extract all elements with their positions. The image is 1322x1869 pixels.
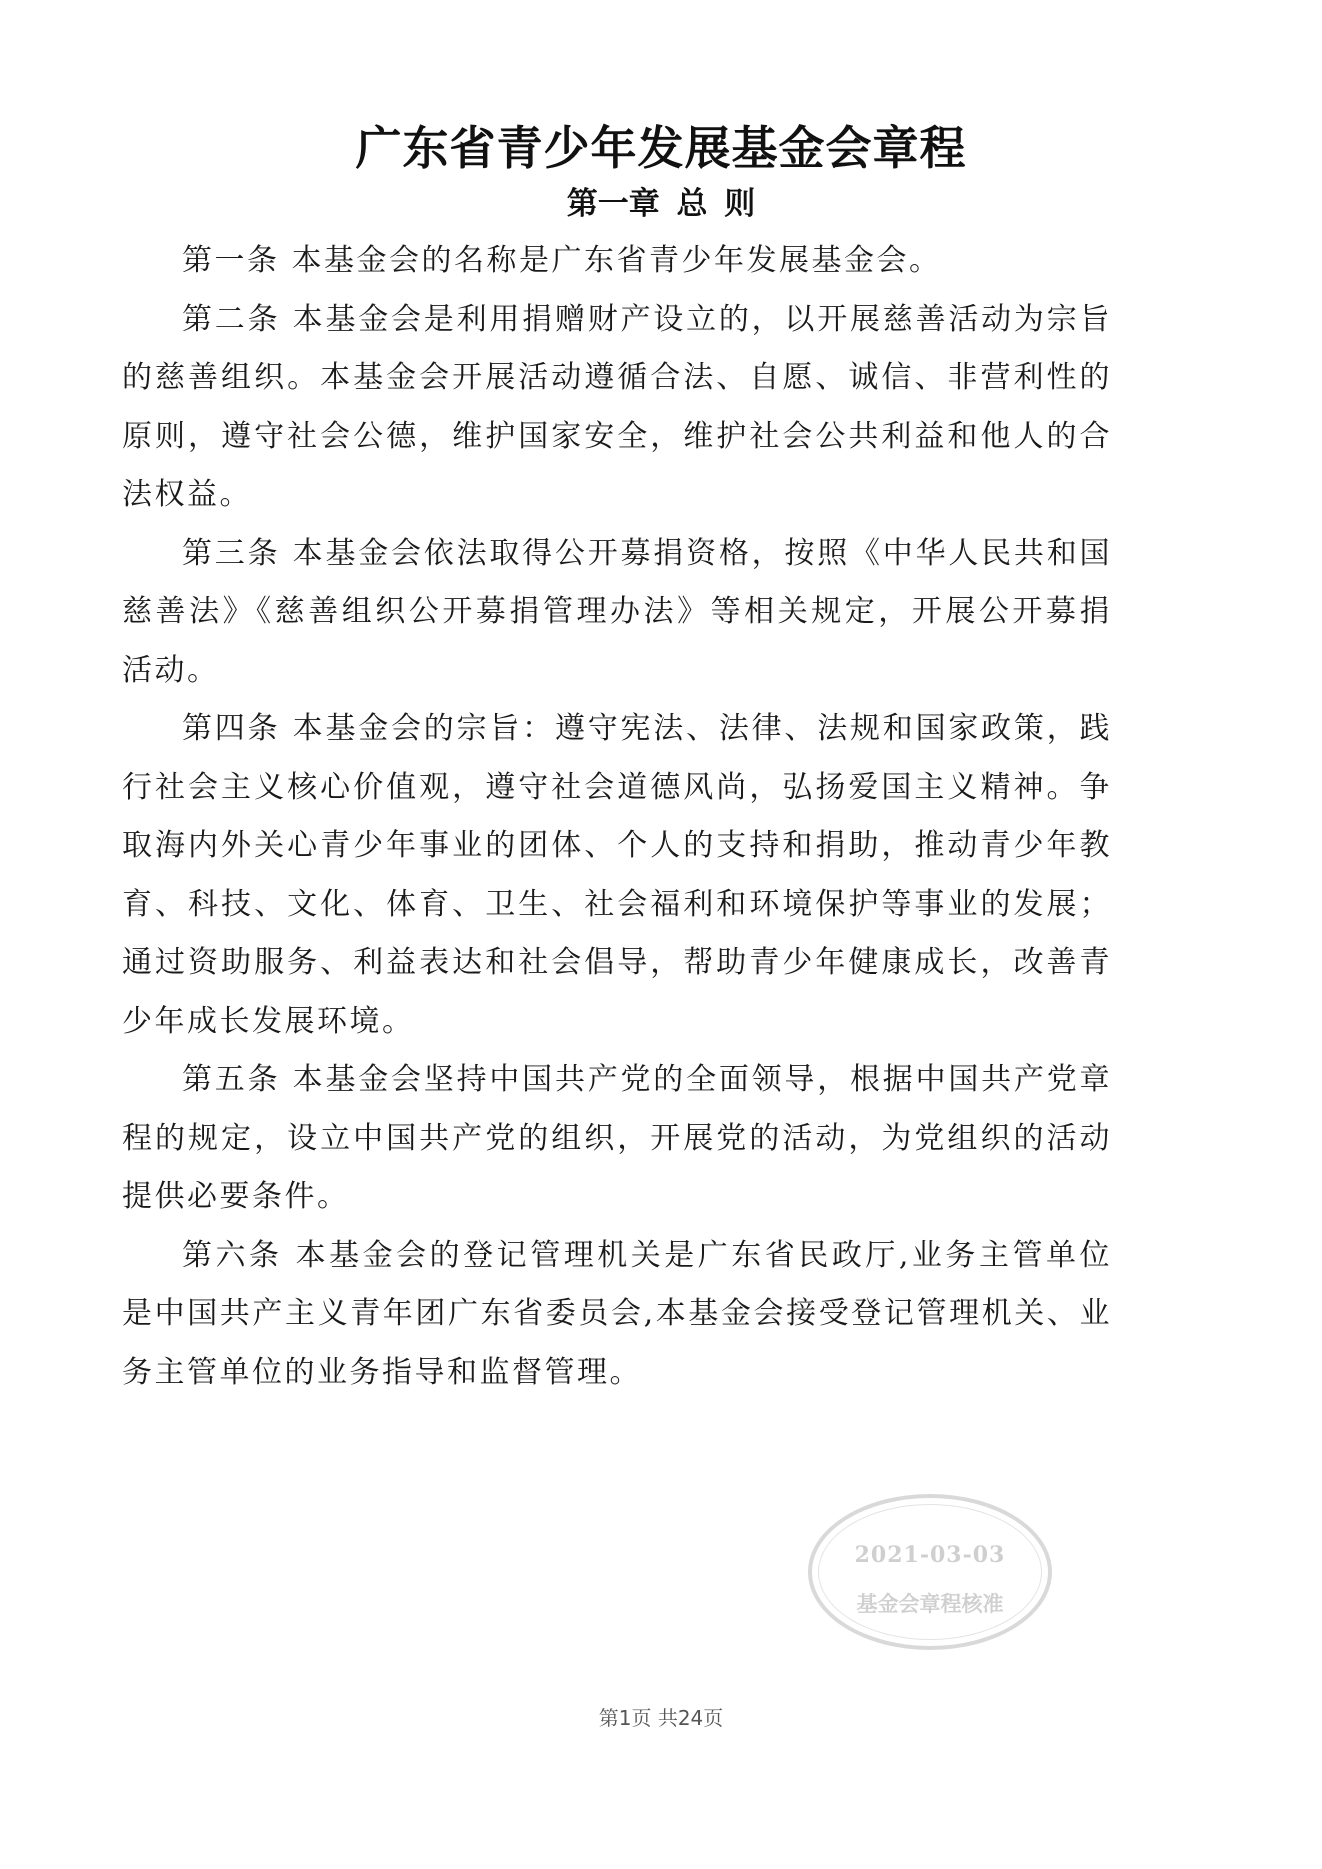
document-title: 广东省青少年发展基金会章程 <box>355 121 967 175</box>
stamp-inner-ring <box>818 1504 1042 1640</box>
article-3: 第三条 本基金会依法取得公开募捐资格，按照《中华人民共和国慈善法》《慈善组织公开募捐管理办法》等相关规定，开展公开募捐活动。 <box>122 535 1112 688</box>
document-body <box>122 232 1112 1402</box>
article-1: 第一条 本基金会的名称是广东省青少年发展基金会。 <box>182 243 942 278</box>
page-indicator: 第1页 共24页 <box>598 1706 724 1730</box>
stamp-label: 基金会章程核准 <box>856 1591 1004 1616</box>
article-5: 第五条 本基金会坚持中国共产党的全面领导，根据中国共产党章程的规定，设立中国共产党的组织，开展党的活动，为党组织的活动提供必要条件。 <box>122 1062 1112 1214</box>
stamp-date: 2021-03-03 <box>854 1542 1006 1568</box>
article-6: 第六条 本基金会的登记管理机关是广东省民政厅,业务主管单位是中国共产主义青年团广东省委员会,本基金会接受登记管理机关、业务主管单位的业务指导和监督管理。 <box>122 1237 1112 1390</box>
article-2: 第二条 本基金会是利用捐赠财产设立的，以开展慈善活动为宗旨的慈善组织。本基金会开展活动遵循合法、自愿、诚信、非营利性的原则，遵守社会公德，维护国家安全，维护社会公共利益和他人的合法权益。 <box>122 301 1112 512</box>
chapter-title: 第一章 总 则 <box>566 186 756 222</box>
article-4: 第四条 本基金会的宗旨：遵守宪法、法律、法规和国家政策，践行社会主义核心价值观，遵守社会道德风尚，弘扬爱国主义精神。争取海内外关心青少年事业的团体、个人的支持和捐助，推动青少年教育、科技、文化、体育、卫生、社会福利和环境保护等事业的发展；通过资助服务、利益表达和社会倡导，帮助青少年健康成长，改善青少年成长发展环境。 <box>122 711 1112 1039</box>
approval-stamp <box>808 1494 1052 1650</box>
